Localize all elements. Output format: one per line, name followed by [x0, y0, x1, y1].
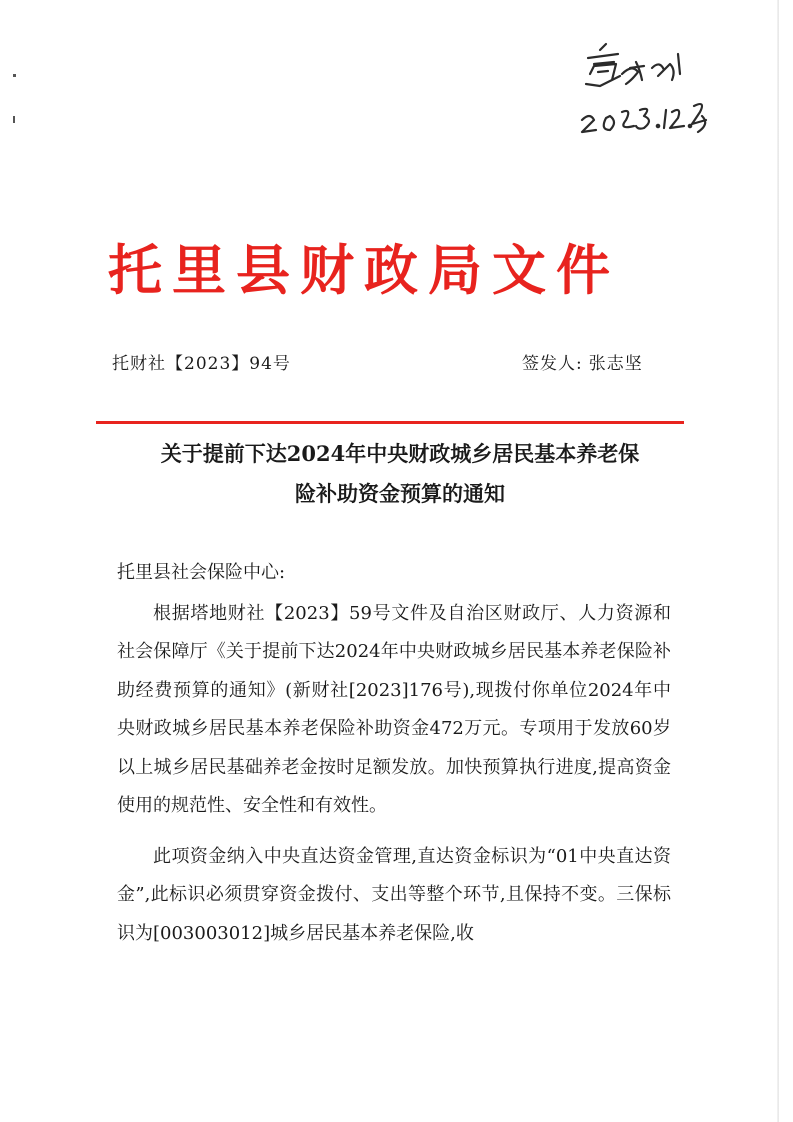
document-header-title: 托里县财政局文件 — [108, 238, 620, 302]
scan-speck — [13, 74, 16, 77]
red-divider — [96, 421, 684, 424]
scan-edge-shadow — [777, 0, 779, 1122]
document-body — [117, 554, 671, 953]
body-paragraph: 根据塔地财社【2023】59号文件及自治区财政厅、人力资源和社会保障厅《关于提前下达2024年中央财政城乡居民基本养老保险补助经费预算的通知》(新财社[2023]176号),现拨付你单位2024年中央财政城乡居民基本养老保险补助资金472万元。专项用于发放60岁以上城乡居民基础养老金按时足额发放。加快预算执行进度,提高资金使用的规范性、安全性和有效性。 — [117, 602, 671, 816]
document-title-line: 关于提前下达2024年中央财政城乡居民基本养老保 — [160, 441, 640, 466]
signature-image — [560, 40, 710, 150]
issuer-label: 签发人: — [522, 354, 583, 374]
salutation: 托里县社会保险中心: — [117, 562, 286, 583]
document-number: 托财社【2023】94号 — [112, 354, 291, 374]
issuer — [522, 349, 643, 374]
document-title — [100, 434, 700, 514]
scan-speck — [13, 116, 15, 123]
document-title-line: 险补助资金预算的通知 — [295, 481, 505, 506]
issuer-name: 张志坚 — [588, 354, 643, 374]
handwritten-signature — [560, 40, 710, 150]
body-paragraph: 此项资金纳入中央直达资金管理,直达资金标识为“01中央直达资金”,此标识必须贯穿资金拨付、支出等整个环节,且保持不变。三保标识为[003003012]城乡居民基本养老保险,收 — [117, 845, 671, 944]
